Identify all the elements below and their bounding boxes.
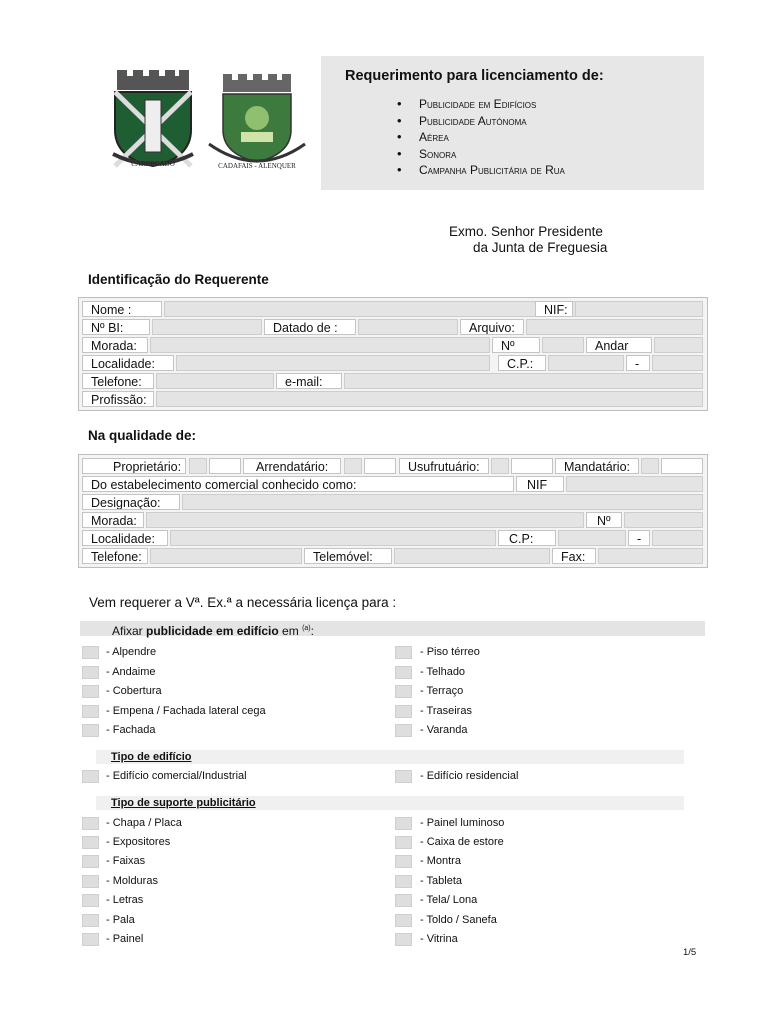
expositores-checkbox[interactable]: [82, 836, 99, 849]
alpendre-checkbox[interactable]: [82, 646, 99, 659]
estabelecimento-label: Do estabelecimento comercial conhecido como:: [82, 476, 514, 492]
fachada-checkbox[interactable]: [82, 724, 99, 737]
publicidade-edificio-bar: [80, 621, 705, 636]
address-line-1: Exmo. Senhor Presidente: [449, 224, 603, 239]
option-empena: - Empena / Fachada lateral cega: [106, 705, 266, 717]
option-piso-terreo: - Piso térreo: [420, 646, 480, 658]
traseiras-checkbox[interactable]: [395, 705, 412, 718]
request-type-item: • Campanha Publicitária de Rua: [397, 162, 565, 179]
bar-footnote: (a): [302, 625, 311, 632]
localidade-field[interactable]: [176, 355, 490, 371]
morada-label: Morada:: [82, 337, 148, 353]
option-expositores: - Expositores: [106, 836, 171, 848]
crest-right-text: CADAFAIS - ALENQUER: [218, 162, 296, 170]
telefone-field[interactable]: [156, 373, 274, 389]
option-edificio-comercial: - Edifício comercial/Industrial: [106, 770, 247, 782]
pala-checkbox[interactable]: [82, 914, 99, 927]
fax-label: Fax:: [552, 548, 596, 564]
castle-crown-icon: [117, 70, 189, 90]
datado-label: Datado de :: [264, 319, 356, 335]
qualidade-grid: [78, 454, 708, 568]
cobertura-checkbox[interactable]: [82, 685, 99, 698]
usufrutuario-label: Usufrutuário:: [399, 458, 489, 474]
empena-checkbox[interactable]: [82, 705, 99, 718]
bi-label: Nº BI:: [82, 319, 150, 335]
option-vitrina: - Vitrina: [420, 933, 458, 945]
andar-label: Andar: [586, 337, 652, 353]
qualidade-numero-label: Nº: [586, 512, 622, 528]
option-faixas: - Faixas: [106, 855, 146, 867]
cp-dash: -: [626, 355, 650, 371]
qualidade-nif-label: NIF: [516, 476, 564, 492]
designacao-field[interactable]: [182, 494, 703, 510]
usufrutuario-blank: [511, 458, 553, 474]
datado-field[interactable]: [358, 319, 458, 335]
email-label: e-mail:: [276, 373, 342, 389]
arrendatario-blank: [364, 458, 396, 474]
andar-field[interactable]: [654, 337, 703, 353]
option-cobertura: - Cobertura: [106, 685, 162, 697]
requerente-heading: Identificação do Requerente: [88, 272, 269, 287]
option-tableta: - Tableta: [420, 875, 462, 887]
tela-lona-checkbox[interactable]: [395, 894, 412, 907]
painel-luminoso-checkbox[interactable]: [395, 817, 412, 830]
usufrutuario-checkbox[interactable]: [491, 458, 509, 474]
option-edificio-residencial: - Edifício residencial: [420, 770, 519, 782]
numero-label: Nº: [492, 337, 540, 353]
painel-checkbox[interactable]: [82, 933, 99, 946]
numero-field[interactable]: [542, 337, 584, 353]
option-toldo: - Toldo / Sanefa: [420, 914, 497, 926]
crest-carregado-logo: [103, 70, 203, 170]
option-chapa: - Chapa / Placa: [106, 817, 182, 829]
chapa-checkbox[interactable]: [82, 817, 99, 830]
option-andaime: - Andaime: [106, 666, 156, 678]
crest-cadafais-logo: [205, 74, 309, 172]
caixa-estore-checkbox[interactable]: [395, 836, 412, 849]
montra-checkbox[interactable]: [395, 855, 412, 868]
request-type-item: • Publicidade Autónoma: [397, 113, 565, 130]
address-line-2: da Junta de Freguesia: [473, 240, 608, 255]
fax-field[interactable]: [598, 548, 703, 564]
nif-field[interactable]: [575, 301, 703, 317]
edificio-residencial-checkbox[interactable]: [395, 770, 412, 783]
profissao-label: Profissão:: [82, 391, 154, 407]
option-letras: - Letras: [106, 894, 144, 906]
qualidade-cp-label: C.P:: [498, 530, 556, 546]
request-type-item: • Publicidade em Edifícios: [397, 96, 565, 113]
letras-checkbox[interactable]: [82, 894, 99, 907]
page-number: 1/5: [683, 947, 697, 958]
request-title: Requerimento para licenciamento de:: [345, 68, 604, 84]
nome-label: Nome :: [82, 301, 162, 317]
email-field[interactable]: [344, 373, 703, 389]
qualidade-numero-field[interactable]: [624, 512, 703, 528]
andaime-checkbox[interactable]: [82, 666, 99, 679]
request-type-item: • Aérea: [397, 129, 565, 146]
option-traseiras: - Traseiras: [420, 705, 472, 717]
option-caixa-estore: - Caixa de estore: [420, 836, 504, 848]
request-type-list: [397, 96, 565, 179]
edificio-comercial-checkbox[interactable]: [82, 770, 99, 783]
qualidade-cp-field[interactable]: [558, 530, 626, 546]
qualidade-localidade-field[interactable]: [170, 530, 496, 546]
bar-text-pre: Afixar: [112, 624, 147, 638]
nif-label: NIF:: [535, 301, 573, 317]
bar-text-post: em: [278, 624, 303, 638]
licenca-intro: Vem requerer a Vª. Ex.ª a necessária licença para :: [89, 595, 397, 610]
faixas-checkbox[interactable]: [82, 855, 99, 868]
castle-crown-icon: [223, 74, 291, 92]
option-tela-lona: - Tela/ Lona: [420, 894, 478, 906]
tipo-edificio-heading: Tipo de edifício: [111, 751, 192, 763]
option-terraco: - Terraço: [420, 685, 464, 697]
qualidade-morada-label: Morada:: [82, 512, 144, 528]
arquivo-label: Arquivo:: [460, 319, 524, 335]
qualidade-telefone-label: Telefone:: [82, 548, 148, 564]
bi-field[interactable]: [152, 319, 262, 335]
qualidade-nif-field[interactable]: [566, 476, 703, 492]
molduras-checkbox[interactable]: [82, 875, 99, 888]
designacao-label: Designação:: [82, 494, 180, 510]
option-pala: - Pala: [106, 914, 135, 926]
piso-terreo-checkbox[interactable]: [395, 646, 412, 659]
cp-suffix-field[interactable]: [652, 355, 703, 371]
tipo-suporte-heading: Tipo de suporte publicitário: [111, 797, 256, 809]
qualidade-cp-dash: -: [628, 530, 650, 546]
varanda-checkbox[interactable]: [395, 724, 412, 737]
mandatario-label: Mandatário:: [555, 458, 639, 474]
proprietario-checkbox[interactable]: [189, 458, 207, 474]
requerente-grid: [78, 297, 708, 411]
mandatario-blank: [661, 458, 703, 474]
localidade-label: Localidade:: [82, 355, 174, 371]
profissao-field[interactable]: [156, 391, 703, 407]
option-painel: - Painel: [106, 933, 144, 945]
telemovel-label: Telemóvel:: [304, 548, 392, 564]
toldo-checkbox[interactable]: [395, 914, 412, 927]
option-painel-luminoso: - Painel luminoso: [420, 817, 505, 829]
request-type-box: [321, 56, 704, 190]
option-varanda: - Varanda: [420, 724, 468, 736]
telhado-checkbox[interactable]: [395, 666, 412, 679]
option-montra: - Montra: [420, 855, 461, 867]
terraco-checkbox[interactable]: [395, 685, 412, 698]
vitrina-checkbox[interactable]: [395, 933, 412, 946]
qualidade-heading: Na qualidade de:: [88, 428, 197, 443]
crest-left-text: CARREGADO: [131, 160, 175, 168]
arquivo-field[interactable]: [526, 319, 703, 335]
option-alpendre: - Alpendre: [106, 646, 157, 658]
qualidade-telefone-field[interactable]: [150, 548, 302, 564]
proprietario-label: Proprietário:: [82, 458, 186, 474]
mandatario-checkbox[interactable]: [641, 458, 659, 474]
bar-text-bold: publicidade em edifício: [146, 624, 279, 638]
telemovel-field[interactable]: [394, 548, 550, 564]
qualidade-cp-suffix-field[interactable]: [652, 530, 703, 546]
tableta-checkbox[interactable]: [395, 875, 412, 888]
cp-label: C.P.:: [498, 355, 546, 371]
option-fachada: - Fachada: [106, 724, 156, 736]
telefone-label: Telefone:: [82, 373, 154, 389]
morada-field[interactable]: [150, 337, 490, 353]
qualidade-localidade-label: Localidade:: [82, 530, 168, 546]
cp-field[interactable]: [548, 355, 624, 371]
option-molduras: - Molduras: [106, 875, 158, 887]
option-telhado: - Telhado: [420, 666, 466, 678]
qualidade-morada-field[interactable]: [146, 512, 584, 528]
request-type-item: • Sonora: [397, 146, 565, 163]
bar-colon: :: [310, 624, 314, 638]
proprietario-blank: [209, 458, 241, 474]
arrendatario-label: Arrendatário:: [243, 458, 341, 474]
arrendatario-checkbox[interactable]: [344, 458, 362, 474]
